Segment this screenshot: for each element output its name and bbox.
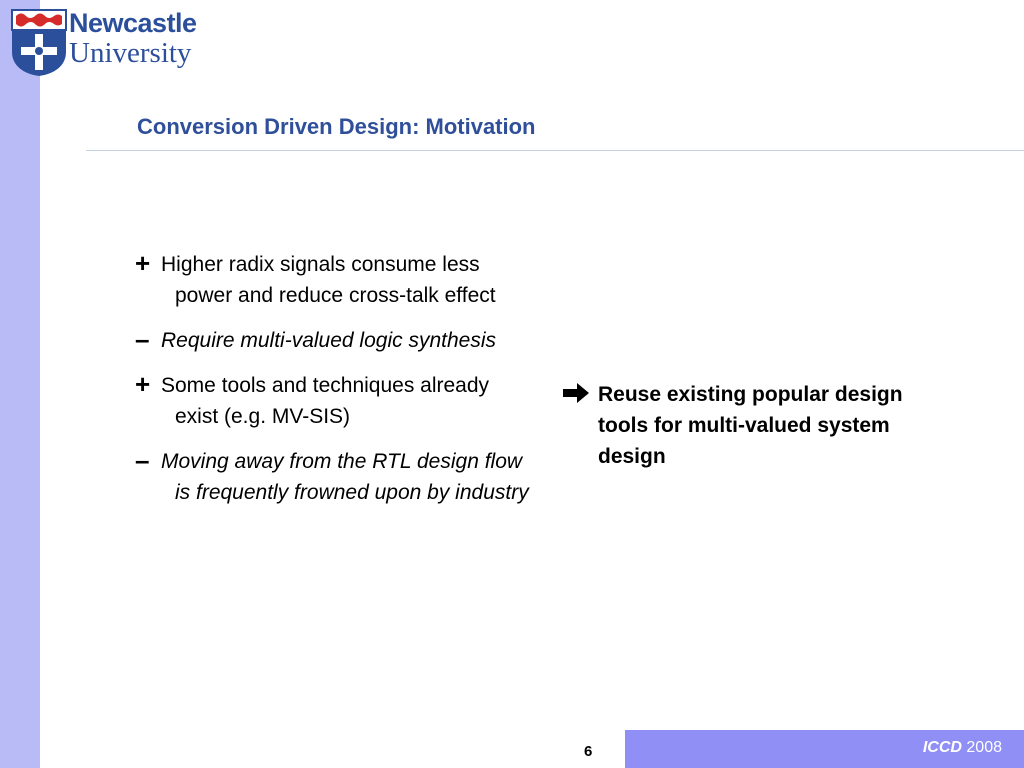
plus-marker: + — [135, 369, 151, 399]
conference-year: 2008 — [966, 739, 1002, 756]
list-item-text: Require multi-valued logic synthesis — [161, 329, 496, 352]
list-item — [135, 249, 535, 311]
left-decorative-band — [0, 0, 40, 768]
list-item — [135, 370, 535, 432]
right-arrow-icon — [561, 379, 598, 410]
list-item-text: Moving away from the RTL design flow is frequently frowned upon by industry — [161, 450, 529, 504]
list-item-text: Some tools and techniques already exist (e.g. MV-SIS) — [161, 374, 490, 428]
crest-icon — [10, 8, 70, 78]
page-number: 6 — [584, 743, 593, 760]
slide-title: Conversion Driven Design: Motivation — [137, 114, 536, 139]
university-logo — [10, 8, 220, 78]
list-item — [135, 325, 535, 356]
logo-name-line2: University — [69, 37, 192, 69]
list-item-text: Higher radix signals consume less power and reduce cross-talk effect — [161, 253, 496, 307]
conclusion-text: Reuse existing popular design tools for multi-valued system design — [598, 383, 903, 468]
argument-list — [135, 249, 535, 522]
conclusion-statement — [561, 379, 938, 472]
plus-marker: + — [135, 248, 151, 278]
logo-name-line1: Newcastle — [69, 8, 197, 38]
minus-marker: – — [135, 324, 150, 354]
minus-marker: – — [135, 445, 150, 475]
list-item — [135, 446, 535, 508]
footer-bar — [625, 730, 1024, 768]
title-divider — [86, 150, 1024, 151]
conference-label — [923, 739, 1002, 757]
conference-name: ICCD — [922, 739, 962, 756]
